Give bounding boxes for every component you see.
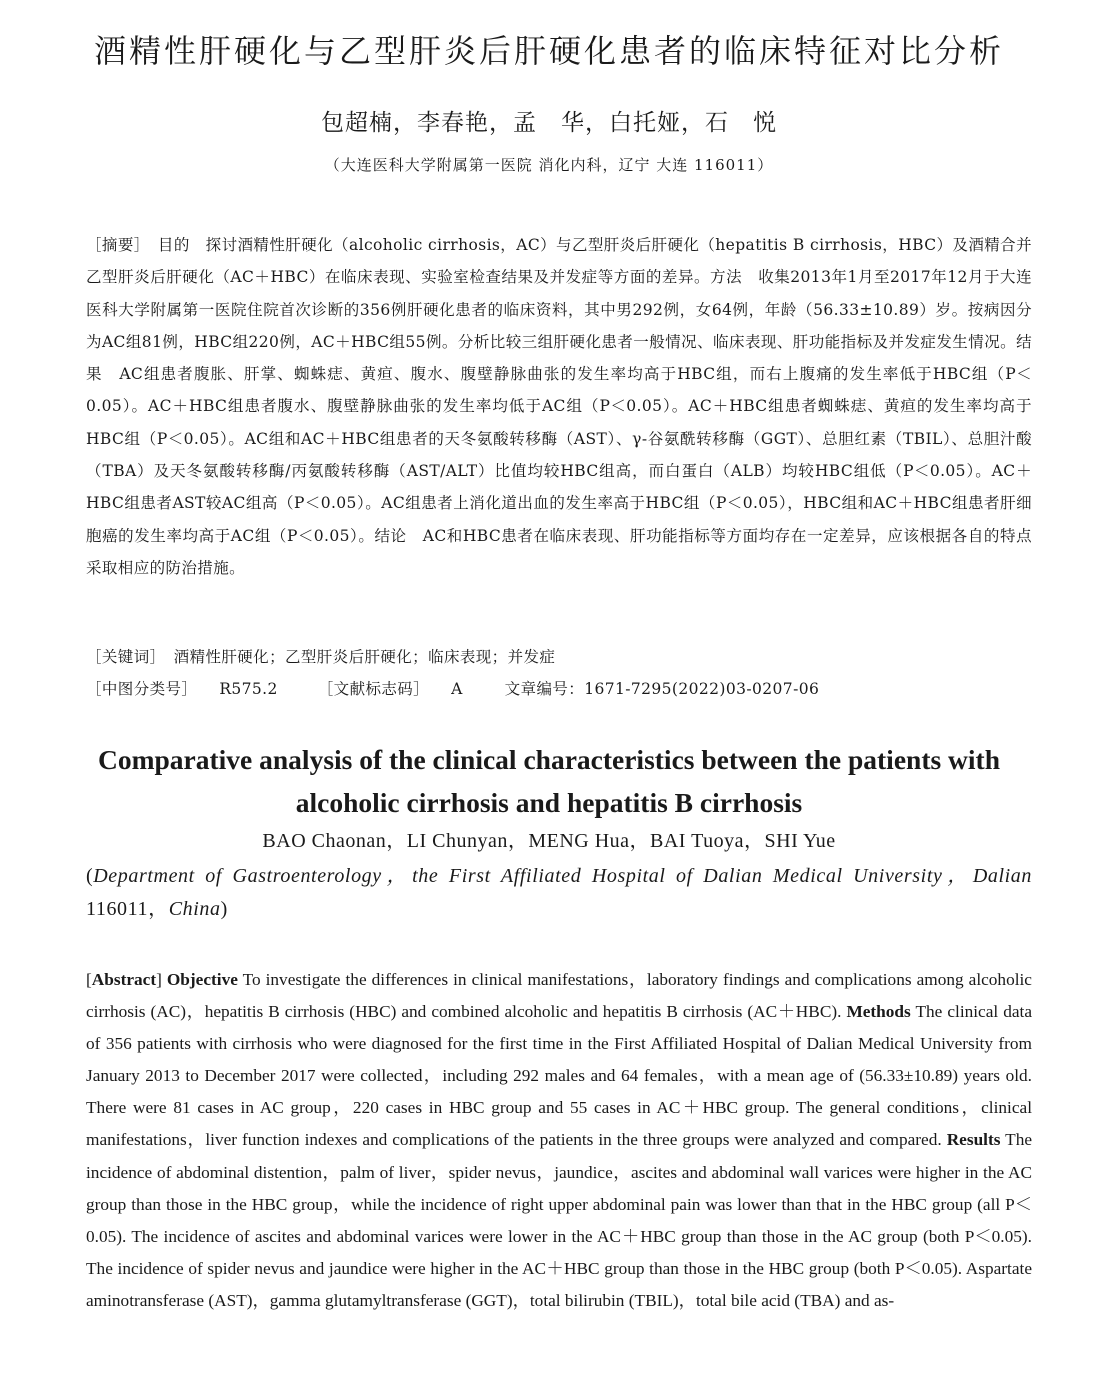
results-text: The incidence of abdominal distention，palm of liver，spider nevus，jaundice，ascites and abdominal wall varices were higher in the AC group than those in the HBC group，while the incidence of right upper abdominal pain was lower than that in the HBC group (all P＜0.05). The incidence of ascites and abdominal varices were lower in the AC＋HBC group than those in the AC group (both P＜0.05). The incidence of spider nevus and jaundice were higher in the AC＋HBC group than those in the HBC group (both P＜0.05). Aspartate aminotransferase (AST)，gamma glutamyltransferase (GGT)，total bilirubin (TBIL)，total bile acid (TBA) and as- bbox=[86, 1130, 1033, 1310]
english-abstract-label: Abstract bbox=[91, 970, 157, 989]
keywords-label: ［关键词］ bbox=[86, 648, 158, 666]
chinese-abstract-text: 目的 探讨酒精性肝硬化（alcoholic cirrhosis，AC）与乙型肝炎后肝硬化（hepatitis B cirrhosis，HBC）及酒精合并乙型肝炎后肝硬化（AC＋HBC）在临床表现、实验室检查结果及并发症等方面的差异。方法 收集2013年1月至2017年12月于大连医科大学附属第一医院住院首次诊断的356例肝硬化患者的临床资料，其中男292例，女64例，年龄（56.33±10.89）岁。按病因分为AC组81例，HBC组220例，AC＋HBC组55例。分析比较三组肝硬化患者一般情况、临床表现、肝功能指标及并发症发生情况。结果 AC组患者腹胀、肝掌、蜘蛛痣、黄疸、腹水、腹壁静脉曲张的发生率均高于HBC组，而右上腹痛的发生率低于HBC组（P＜0.05）。AC＋HBC组患者腹水、腹壁静脉曲张的发生率均低于AC组（P＜0.05）。AC＋HBC组患者蜘蛛痣、黄疸的发生率均高于HBC组（P＜0.05）。AC组和AC＋HBC组患者的天冬氨酸转移酶（AST）、γ-谷氨酰转移酶（GGT）、总胆红素（TBIL）、总胆汁酸（TBA）及天冬氨酸转移酶/丙氨酸转移酶（AST/ALT）比值均较HBC组高，而白蛋白（ALB）均较HBC组低（P＜0.05）。AC＋HBC组患者AST较AC组高（P＜0.05）。AC组患者上消化道出血的发生率高于HBC组（P＜0.05），HBC组和AC＋HBC组患者肝细胞癌的发生率均高于AC组（P＜0.05）。结论 AC和HBC患者在临床表现、肝功能指标等方面均存在一定差异，应该根据各自的特点采取相应的防治措施。 bbox=[86, 236, 1032, 577]
doc-code-label: ［文献标志码］ bbox=[317, 680, 430, 698]
chinese-keywords bbox=[86, 641, 1032, 673]
clc-value: R575.2 bbox=[219, 680, 278, 698]
clc-label: ［中图分类号］ bbox=[86, 680, 198, 698]
chinese-affiliation: （大连医科大学附属第一医院 消化内科，辽宁 大连 116011） bbox=[324, 156, 774, 174]
chinese-title: 酒精性肝硬化与乙型肝炎后肝硬化患者的临床特征对比分析 bbox=[93, 32, 1004, 70]
methods-label: Methods bbox=[846, 1002, 911, 1022]
affiliation-department: Department of Gastroenterology，the First Affiliated Hospital of Dalian Medical University，Dalian bbox=[93, 865, 1032, 887]
chinese-abstract-label: ［摘要］ bbox=[86, 236, 142, 254]
classification-line bbox=[86, 673, 1032, 705]
english-authors: BAO Chaonan，LI Chunyan，MENG Hua，BAI Tuoya，SHI Yue bbox=[262, 830, 836, 852]
affiliation-country: China bbox=[168, 898, 221, 920]
objective-label: Objective bbox=[166, 970, 238, 989]
article-no-value: 1671-7295(2022)03-0207-06 bbox=[584, 680, 820, 698]
objective-text: To investigate the differences in clinical manifestations，laboratory findings and complications among alcoholic cirrhosis (AC)，hepatitis B cirrhosis (HBC) and combined alcoholic and hepatitis B cirrhosis (AC＋HBC). bbox=[86, 970, 1032, 1022]
affiliation-zip: 116011， bbox=[86, 898, 169, 920]
chinese-authors: 包超楠，李春艳，孟 华，白托娅，石 悦 bbox=[321, 110, 777, 136]
english-title: Comparative analysis of the clinical characteristics between the patients with alcoholic cirrhosis and hepatitis B cirrhosis bbox=[97, 744, 1001, 818]
methods-text: The clinical data of 356 patients with cirrhosis who were diagnosed for the first time in the First Affiliated Hospital of Dalian Medical University from January 2013 to December 2017 were collected，including 292 males and 64 females，with a mean age of (56.33±10.89) years old. There were 81 cases in AC group，220 cases in HBC group and 55 cases in AC＋HBC group. The general conditions，clinical manifestations，liver function indexes and complications of the patients in the three groups were analyzed and compared. bbox=[86, 1002, 1032, 1150]
results-label: Results bbox=[946, 1130, 1001, 1150]
english-abstract: [Abstract] Objective To investigate the differences in clinical manifestations，laboratory findings and complications among alcoholic cirrhosis (AC)，hepatitis B cirrhosis (HBC) and combined alcoholic and hepatitis B cirrhosis (AC＋HBC). Methods The clinical data of 356 patients with cirrhosis who were diagnosed for the first time in the First Affiliated Hospital of Dalian Medical University from January 2013 to December 2017 were collected，including 292 males and 64 females，with a mean age of (56.33±10.89) years old. There were 81 cases in AC group，220 cases in HBC group and 55 cases in AC＋HBC group. The general conditions，clinical manifestations，liver function indexes and complications of the patients in the three groups were analyzed and compared. Results The incidence of abdominal distention，palm of liver，spider nevus，jaundice，ascites and abdominal wall varices were higher in the AC group than those in the HBC group，while the incidence of right upper abdominal pain was lower than that in the HBC group (all P＜0.05). The incidence of ascites and abdominal varices were lower in the AC＋HBC group than those in the AC group (both P＜0.05). The incidence of spider nevus and jaundice were higher in the AC＋HBC group than those in the HBC group (both P＜0.05). Aspartate aminotransferase (AST)，gamma glutamyltransferase (GGT)，total bilirubin (TBIL)，total bile acid (TBA) and as- bbox=[86, 970, 1033, 1310]
article-no-label: 文章编号： bbox=[504, 680, 585, 698]
keywords-text: 酒精性肝硬化；乙型肝炎后肝硬化；临床表现；并发症 bbox=[173, 648, 556, 666]
chinese-abstract bbox=[86, 229, 1032, 584]
english-affiliation: (Department of Gastroenterology，the First Affiliated Hospital of Dalian Medical University，Dalian 116011，China) bbox=[86, 865, 1032, 920]
doc-code-value: A bbox=[451, 680, 463, 698]
